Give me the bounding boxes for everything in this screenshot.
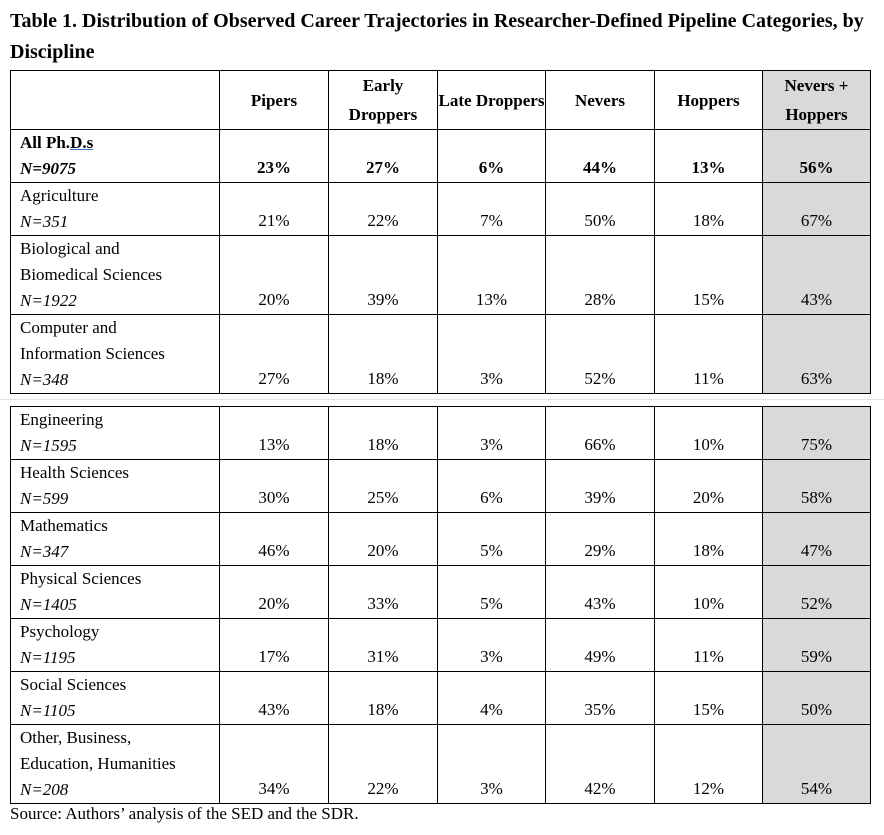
nevers-value: 42% bbox=[546, 725, 655, 804]
discipline-label: Biological and bbox=[20, 239, 120, 258]
header-pipers: Pipers bbox=[220, 71, 329, 130]
pipers-value: 20% bbox=[220, 566, 329, 619]
distribution-table-part-2 bbox=[10, 406, 871, 804]
discipline-label: Computer and bbox=[20, 318, 117, 337]
discipline-label: Other, Business, bbox=[20, 728, 132, 747]
discipline-row bbox=[11, 513, 871, 566]
discipline-label: Information Sciences bbox=[20, 344, 165, 363]
discipline-cell bbox=[11, 566, 220, 619]
discipline-cell bbox=[11, 672, 220, 725]
hoppers-value: 11% bbox=[655, 315, 763, 394]
early-droppers-value: 22% bbox=[329, 725, 438, 804]
table-title: Table 1. Distribution of Observed Career Trajectories in Researcher-Defined Pipeline Categories, by Discipline bbox=[10, 10, 864, 63]
nevers-plus-hoppers-value: 67% bbox=[763, 183, 871, 236]
pipers-value: 13% bbox=[220, 407, 329, 460]
discipline-cell bbox=[11, 725, 220, 804]
header-nevers: Nevers bbox=[546, 71, 655, 130]
nevers-value: 50% bbox=[546, 183, 655, 236]
pipers-value: 30% bbox=[220, 460, 329, 513]
nevers-plus-hoppers-value: 52% bbox=[763, 566, 871, 619]
late-droppers-value: 3% bbox=[438, 315, 546, 394]
sample-size: N=1922 bbox=[20, 291, 77, 310]
discipline-row bbox=[11, 407, 871, 460]
discipline-label: Social Sciences bbox=[20, 675, 127, 694]
pipers-value: 46% bbox=[220, 513, 329, 566]
sample-size: N=1105 bbox=[20, 701, 76, 720]
discipline-cell bbox=[11, 183, 220, 236]
nevers-value: 35% bbox=[546, 672, 655, 725]
early-droppers-value: 18% bbox=[329, 672, 438, 725]
discipline-cell bbox=[11, 460, 220, 513]
sample-size: N=9075 bbox=[20, 159, 76, 178]
sample-size: N=348 bbox=[20, 370, 69, 389]
nevers-plus-hoppers-value: 56% bbox=[763, 130, 871, 183]
early-droppers-value: 31% bbox=[329, 619, 438, 672]
nevers-value: 28% bbox=[546, 236, 655, 315]
hoppers-value: 20% bbox=[655, 460, 763, 513]
hoppers-value: 13% bbox=[655, 130, 763, 183]
discipline-row bbox=[11, 725, 871, 804]
header-row bbox=[11, 71, 871, 130]
sample-size: N=599 bbox=[20, 489, 69, 508]
early-droppers-value: 22% bbox=[329, 183, 438, 236]
early-droppers-value: 27% bbox=[329, 130, 438, 183]
early-droppers-value: 33% bbox=[329, 566, 438, 619]
nevers-value: 44% bbox=[546, 130, 655, 183]
nevers-plus-hoppers-value: 47% bbox=[763, 513, 871, 566]
pipers-value: 17% bbox=[220, 619, 329, 672]
early-droppers-value: 39% bbox=[329, 236, 438, 315]
nevers-value: 29% bbox=[546, 513, 655, 566]
nevers-plus-hoppers-value: 43% bbox=[763, 236, 871, 315]
header-cell-empty bbox=[11, 71, 220, 130]
page-separator bbox=[0, 399, 884, 400]
hoppers-value: 12% bbox=[655, 725, 763, 804]
header-early-droppers: Early Droppers bbox=[329, 71, 438, 130]
sample-size: N=1595 bbox=[20, 436, 77, 455]
early-droppers-value: 18% bbox=[329, 407, 438, 460]
pipers-value: 21% bbox=[220, 183, 329, 236]
early-droppers-value: 25% bbox=[329, 460, 438, 513]
discipline-label: Physical Sciences bbox=[20, 569, 142, 588]
header-hoppers: Hoppers bbox=[655, 71, 763, 130]
hoppers-value: 18% bbox=[655, 513, 763, 566]
hoppers-value: 10% bbox=[655, 566, 763, 619]
hoppers-value: 15% bbox=[655, 236, 763, 315]
late-droppers-value: 7% bbox=[438, 183, 546, 236]
late-droppers-value: 5% bbox=[438, 566, 546, 619]
sample-size: N=351 bbox=[20, 212, 69, 231]
pipers-value: 27% bbox=[220, 315, 329, 394]
nevers-value: 49% bbox=[546, 619, 655, 672]
discipline-row bbox=[11, 236, 871, 315]
pipers-value: 20% bbox=[220, 236, 329, 315]
pipers-value: 23% bbox=[220, 130, 329, 183]
late-droppers-value: 3% bbox=[438, 725, 546, 804]
discipline-label bbox=[20, 130, 219, 156]
discipline-cell bbox=[11, 315, 220, 394]
all-phds-label-underlined: D.s bbox=[70, 133, 94, 152]
all-phds-row bbox=[11, 130, 871, 183]
sample-size: N=347 bbox=[20, 542, 69, 561]
late-droppers-value: 6% bbox=[438, 460, 546, 513]
late-droppers-value: 3% bbox=[438, 407, 546, 460]
early-droppers-value: 18% bbox=[329, 315, 438, 394]
header-nevers-plus-hoppers: Nevers + Hoppers bbox=[763, 71, 871, 130]
late-droppers-value: 4% bbox=[438, 672, 546, 725]
nevers-value: 39% bbox=[546, 460, 655, 513]
discipline-cell bbox=[11, 236, 220, 315]
nevers-plus-hoppers-value: 75% bbox=[763, 407, 871, 460]
source-note: Source: Authors’ analysis of the SED and the SDR. bbox=[10, 804, 359, 823]
sample-size: N=208 bbox=[20, 780, 69, 799]
discipline-label: Mathematics bbox=[20, 516, 108, 535]
discipline-cell bbox=[11, 130, 220, 183]
hoppers-value: 10% bbox=[655, 407, 763, 460]
nevers-plus-hoppers-value: 59% bbox=[763, 619, 871, 672]
discipline-cell bbox=[11, 407, 220, 460]
nevers-value: 66% bbox=[546, 407, 655, 460]
late-droppers-value: 13% bbox=[438, 236, 546, 315]
nevers-plus-hoppers-value: 54% bbox=[763, 725, 871, 804]
all-phds-label: All Ph. bbox=[20, 133, 71, 152]
hoppers-value: 18% bbox=[655, 183, 763, 236]
sample-size: N=1195 bbox=[20, 648, 76, 667]
late-droppers-value: 5% bbox=[438, 513, 546, 566]
discipline-row bbox=[11, 315, 871, 394]
discipline-row bbox=[11, 619, 871, 672]
nevers-value: 52% bbox=[546, 315, 655, 394]
sample-size: N=1405 bbox=[20, 595, 77, 614]
discipline-cell bbox=[11, 513, 220, 566]
late-droppers-value: 3% bbox=[438, 619, 546, 672]
nevers-plus-hoppers-value: 63% bbox=[763, 315, 871, 394]
discipline-label: Health Sciences bbox=[20, 463, 130, 482]
hoppers-value: 11% bbox=[655, 619, 763, 672]
discipline-label: Biomedical Sciences bbox=[20, 265, 163, 284]
header-late-droppers: Late Droppers bbox=[438, 71, 546, 130]
discipline-row bbox=[11, 460, 871, 513]
early-droppers-value: 20% bbox=[329, 513, 438, 566]
pipers-value: 43% bbox=[220, 672, 329, 725]
hoppers-value: 15% bbox=[655, 672, 763, 725]
discipline-label: Psychology bbox=[20, 622, 100, 641]
discipline-row bbox=[11, 183, 871, 236]
discipline-label: Engineering bbox=[20, 410, 104, 429]
discipline-row bbox=[11, 566, 871, 619]
nevers-value: 43% bbox=[546, 566, 655, 619]
discipline-label: Education, Humanities bbox=[20, 754, 176, 773]
discipline-cell bbox=[11, 619, 220, 672]
nevers-plus-hoppers-value: 50% bbox=[763, 672, 871, 725]
nevers-plus-hoppers-value: 58% bbox=[763, 460, 871, 513]
distribution-table-part-1 bbox=[10, 70, 871, 394]
discipline-label: Agriculture bbox=[20, 186, 99, 205]
pipers-value: 34% bbox=[220, 725, 329, 804]
late-droppers-value: 6% bbox=[438, 130, 546, 183]
discipline-row bbox=[11, 672, 871, 725]
